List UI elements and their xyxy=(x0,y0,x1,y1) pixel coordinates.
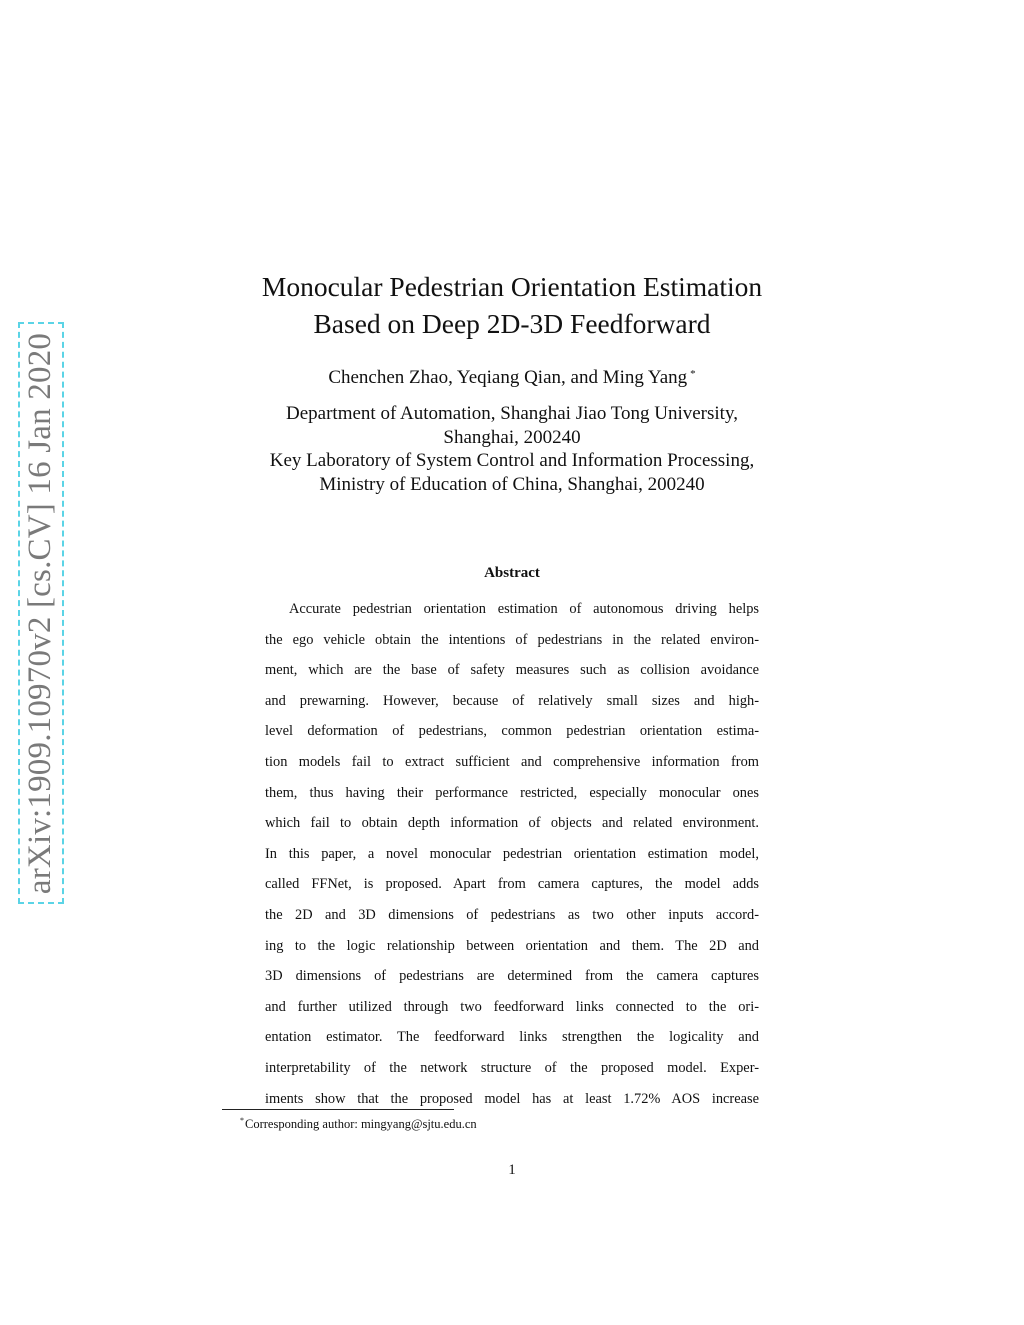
abstract-line: iments show that the proposed model has at least 1.72% AOS increase xyxy=(265,1090,759,1107)
affiliation-line: Department of Automation, Shanghai Jiao Tong University, xyxy=(286,403,738,424)
abstract-heading: Abstract xyxy=(484,565,540,581)
author-names: Chenchen Zhao, Yeqiang Qian, and Ming Yang xyxy=(328,367,688,388)
footnote-marker: * xyxy=(240,1116,244,1125)
abstract-line: ment, which are the base of safety measures such as collision avoidance xyxy=(265,662,759,679)
abstract-line: called FFNet, is proposed. Apart from camera captures, the model adds xyxy=(265,876,759,893)
arxiv-identifier-text: arXiv:1909.10970v2 [cs.CV] 16 Jan 2020 xyxy=(22,332,59,894)
abstract-line: tion models fail to extract sufficient and comprehensive information from xyxy=(265,753,759,770)
footnote xyxy=(240,1112,477,1133)
paper-title-line-1: Monocular Pedestrian Orientation Estimation xyxy=(261,271,763,302)
corresponding-author-marker: * xyxy=(690,368,696,380)
footnote-divider xyxy=(222,1109,454,1110)
affiliations xyxy=(170,402,854,496)
abstract-line: the ego vehicle obtain the intentions of pedestrians in the related environ- xyxy=(265,631,759,648)
abstract-line: them, thus having their performance restricted, especially monocular ones xyxy=(265,784,759,801)
abstract-line: which fail to obtain depth information of objects and related environment. xyxy=(265,815,759,832)
abstract-line: and further utilized through two feedforward links connected to the ori- xyxy=(265,998,759,1015)
abstract-line: interpretability of the network structure of the proposed model. Exper- xyxy=(265,1059,759,1076)
abstract-line: entation estimator. The feedforward links strengthen the logicality and xyxy=(265,1029,759,1046)
abstract-body xyxy=(265,594,759,1114)
footnote-text: Corresponding author: mingyang@sjtu.edu.cn xyxy=(245,1117,477,1131)
arxiv-identifier-stamp xyxy=(18,322,64,904)
paper-title-line-2: Based on Deep 2D-3D Feedforward xyxy=(313,308,711,339)
paper-title xyxy=(200,268,824,342)
abstract-line: ing to the logic relationship between orientation and them. The 2D and xyxy=(265,937,759,954)
abstract-line: Accurate pedestrian orientation estimation of autonomous driving helps xyxy=(289,601,759,617)
abstract-line: 3D dimensions of pedestrians are determined from the camera captures xyxy=(265,968,759,985)
affiliation-line: Key Laboratory of System Control and Information Processing, xyxy=(269,450,755,471)
page-number: 1 xyxy=(508,1162,516,1178)
abstract-line: and prewarning. However, because of relatively small sizes and high- xyxy=(265,692,759,709)
affiliation-line: Ministry of Education of China, Shanghai, 200240 xyxy=(319,473,705,495)
author-list xyxy=(200,362,824,390)
affiliation-line: Shanghai, 200240 xyxy=(443,426,581,448)
abstract-line: level deformation of pedestrians, common pedestrian orientation estima- xyxy=(265,723,759,740)
abstract-line: the 2D and 3D dimensions of pedestrians as two other inputs accord- xyxy=(265,906,759,923)
abstract-line: In this paper, a novel monocular pedestrian orientation estimation model, xyxy=(265,845,759,862)
